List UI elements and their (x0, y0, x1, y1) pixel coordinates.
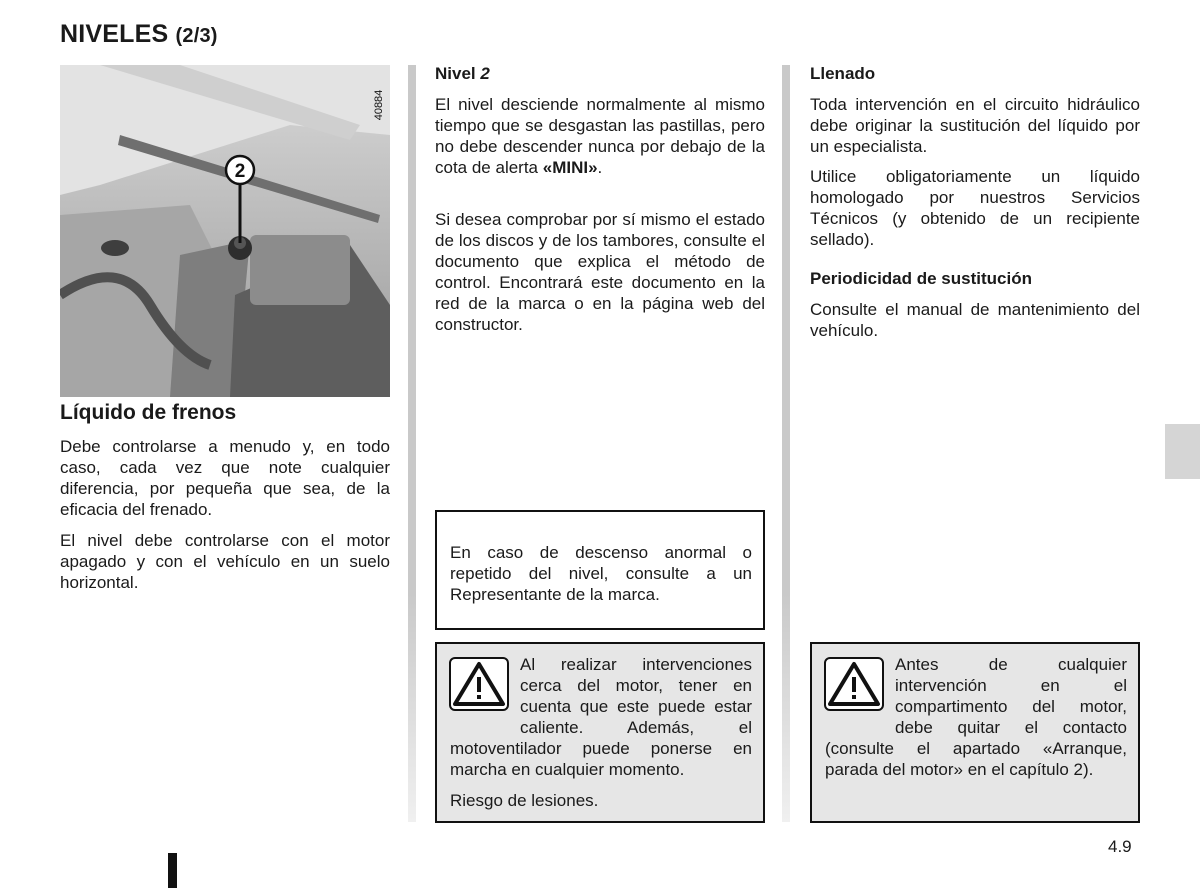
engine-bay-figure (60, 65, 390, 397)
section-heading-level-2 (435, 64, 490, 84)
section-heading-filling: Llenado (810, 64, 876, 83)
figure-ref-number: 40884 (373, 89, 385, 121)
level-descends-text: El nivel desciende normalmente al mismo tiempo que se desgastan las pastillas, pero no debe descender nunca por debajo de la cota de alerta (435, 95, 765, 177)
paragraph-check-discs: Si desea comprobar por sí mismo el estado de los discos y de los tambores, consulte el documento que explica el método de control. Encontrará este documento en la red de la marca o en la página web del constructor. (435, 210, 765, 334)
section-heading-replacement-interval: Periodicidad de sustitución (810, 269, 1032, 288)
warning-risk-text: Riesgo de lesiones. (450, 791, 599, 810)
column-separator-2 (782, 65, 790, 822)
page-number: 4.9 (1108, 837, 1132, 856)
warning-box-ignition (810, 642, 1140, 823)
paragraph-level-descends (435, 94, 765, 178)
paragraph-maintenance-manual: Consulte el manual de mantenimiento del vehículo. (810, 300, 1140, 340)
print-marker-bar (168, 853, 177, 888)
warning-box-engine-hot (435, 642, 765, 823)
paragraph-approved-fluid: Utilice obligatoriamente un líquido homologado por nuestros Servicios Técnicos (y obtenido de un recipiente sellado). (810, 167, 1140, 249)
warning-engine-hot-text: Al realizar intervenciones cerca del motor, tener en cuenta que este puede estar caliente. Además, el motoventilador puede ponerse en marcha en cualquier momento. (450, 655, 752, 779)
callout-number: 2 (234, 161, 246, 182)
mini-mark: «MINI» (542, 158, 598, 177)
note-box (435, 510, 765, 630)
page-title (60, 20, 218, 49)
chapter-tab-marker (1165, 424, 1200, 479)
column-separator-1 (408, 65, 416, 822)
paragraph-level-check: El nivel debe controlarse con el motor apagado y con el vehículo en un suelo horizontal. (60, 531, 390, 592)
paragraph-brake-check: Debe controlarse a menudo y, en todo caso, cada vez que note cualquier diferencia, por pequeña que sea, de la eficacia del frenado. (60, 437, 390, 519)
page-title-part: (2/3) (175, 25, 218, 47)
page-title-main: NIVELES (60, 20, 169, 48)
note-box-text: En caso de descenso anormal o repetido del nivel, consulte a un Representante de la marca. (450, 543, 752, 604)
level-descends-end: . (597, 158, 603, 177)
paragraph-hydraulic: Toda intervención en el circuito hidráulico debe originar la sustitución del líquido por un especialista. (810, 95, 1140, 156)
warning-ignition-text: Antes de cualquier intervención en el compartimento del motor, debe quitar el contacto (consulte el apartado «Arranque, parada del motor» en el capítulo 2). (825, 655, 1127, 779)
engine-bay-illustration (60, 65, 390, 397)
level-heading-number: 2 (480, 64, 490, 83)
level-heading-label: Nivel (435, 64, 481, 83)
section-heading-brake-fluid: Líquido de frenos (60, 401, 237, 424)
